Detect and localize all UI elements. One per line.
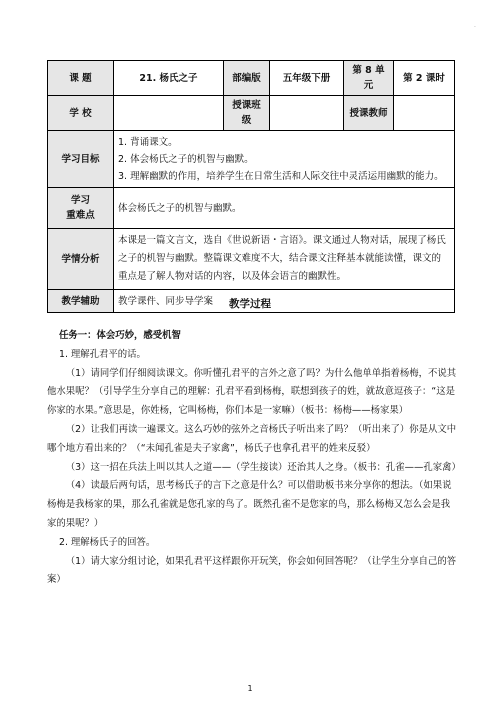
goals-content xyxy=(114,131,455,188)
table-row xyxy=(48,96,455,131)
paragraph: （2）让我们再读一遍课文。这么巧妙的弦外之音杨氏子听出来了吗？（听出来了）你是从文中哪个地方看出来的？（“未闻孔雀是夫子家禽”，杨氏子也拿孔君平的姓来反驳） xyxy=(47,423,457,454)
goal-item: 2. 体会杨氏之子的机智与幽默。 xyxy=(118,153,254,165)
goals-label: 学习目标 xyxy=(48,131,114,188)
paragraph: （3）这一招在兵法上叫以其人之道——（学生接读）还治其人之身。（板书：孔雀——孔家禽） xyxy=(65,461,461,473)
key-points-content: 体会杨氏之子的机智与幽默。 xyxy=(114,188,455,229)
lesson-title: 21. 杨氏之子 xyxy=(114,61,224,96)
lesson-info-table xyxy=(47,60,455,313)
teacher-value xyxy=(394,96,455,131)
aids-content: 教学课件、同步导学案 xyxy=(114,290,455,313)
table-row xyxy=(48,188,455,229)
analysis-label: 学情分析 xyxy=(48,229,114,290)
paragraph: （1）请同学们仔细阅读课文。你听懂孔君平的言外之意了吗？为什么他单单指着杨梅，不说其他水果呢？（引导学生分享自己的理解：孔君平看到杨梅，联想到孩子的姓，就故意逗孩子：“这是你家的水果。”意思是，你姓杨，它叫杨梅，你们本是一家嘛）（板书：杨梅——杨家果） xyxy=(47,367,457,417)
grade-cell: 五年级下册 xyxy=(270,61,344,96)
key-points-label xyxy=(48,188,114,229)
class-label: 授课班级 xyxy=(224,96,270,131)
key-label-line1: 学习 xyxy=(70,195,90,206)
teacher-label: 授课教师 xyxy=(344,96,394,131)
table-row xyxy=(48,131,455,188)
lesson-label: 课 题 xyxy=(48,61,114,96)
corner-mark: . xyxy=(474,22,476,29)
process-title: 教学过程 xyxy=(229,298,271,310)
analysis-content: 本课是一篇文言文，选自《世说新语・言语》。课文通过人物对话，展现了杨氏之子的机智与幽默。整篇课文难度不大，结合课文注释基本就能读懂，课文的重点是了解人物对话的内容，以及体会语言的幽默性。 xyxy=(114,229,455,290)
task-heading: 任务一：体会巧妙，感受机智 xyxy=(59,330,181,341)
table-row xyxy=(48,61,455,96)
paragraph: （4）读最后两句话，思考杨氏子的言下之意是什么？可以借助板书来分享你的想法。（如果说杨梅是我杨家的果，那么孔雀就是您孔家的鸟了。既然孔雀不是您家的鸟，那么杨梅又怎么会是我家的果呢？） xyxy=(47,480,452,529)
school-value xyxy=(114,96,224,131)
period-cell: 第 2 课时 xyxy=(394,61,455,96)
unit-cell: 第 8 单元 xyxy=(344,61,394,96)
step-heading: 2. 理解杨氏子的回答。 xyxy=(59,536,156,548)
process-body xyxy=(47,327,461,590)
key-label-line2: 重难点 xyxy=(66,210,95,221)
goal-item: 1. 背诵课文。 xyxy=(118,136,178,148)
school-label: 学 校 xyxy=(48,96,114,131)
class-value xyxy=(270,96,344,131)
page-number: 1 xyxy=(247,684,253,693)
table-row xyxy=(48,229,455,290)
goal-item: 3. 理解幽默的作用，培养学生在日常生活和人际交往中灵活运用幽默的能力。 xyxy=(118,170,444,182)
step-heading: 1. 理解孔君平的话。 xyxy=(59,348,146,360)
paragraph: （1）请大家分组讨论，如果孔君平这样跟你开玩笑，你会如何回答呢？（让学生分享自己的答案） xyxy=(47,555,457,586)
aids-label: 教学辅助 xyxy=(48,290,114,313)
edition-cell: 部编版 xyxy=(224,61,270,96)
